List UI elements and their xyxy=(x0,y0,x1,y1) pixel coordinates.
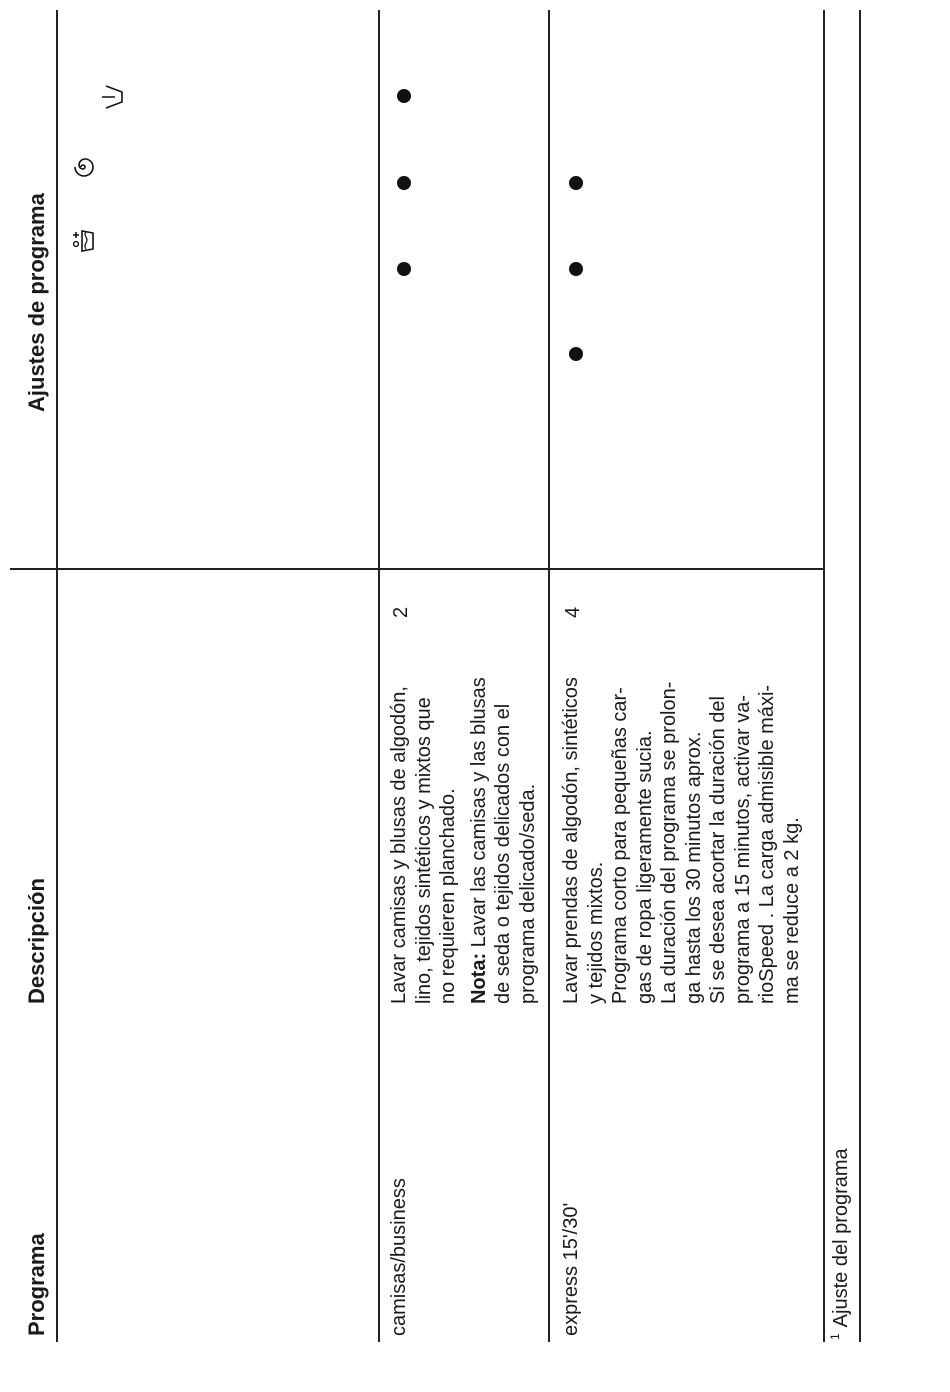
rule-col-settings xyxy=(10,568,823,570)
row-1-description xyxy=(387,677,540,1004)
setting-dot xyxy=(569,262,583,276)
row-1-note-line: programa delicado/seda. xyxy=(516,783,539,1004)
setting-dot xyxy=(569,347,583,361)
row-1-program: camisas/business xyxy=(388,1178,410,1336)
row-2-desc-line: Si se desea acortar la duración del xyxy=(707,696,729,1004)
row-1-note-line: de seda o tejidos delicados con el xyxy=(492,703,514,1004)
setting-dot xyxy=(569,176,583,190)
rinse-hold-icon xyxy=(98,82,128,112)
setting-dot xyxy=(397,89,411,103)
row-2-desc-line: ma se reduce a 2 kg. xyxy=(780,817,803,1004)
row-1-number: 2 xyxy=(390,606,412,618)
rule-settings-header xyxy=(56,10,58,570)
row-2-desc-line: programa a 15 minutos, activar va- xyxy=(731,694,754,1004)
row-1-note xyxy=(467,677,492,1004)
row-2-desc-line: gas de ropa ligeramente sucia. xyxy=(633,730,656,1004)
header-programa: Programa xyxy=(24,1233,49,1336)
row-2-number: 4 xyxy=(562,606,584,618)
program-table xyxy=(10,10,860,1342)
setting-dot xyxy=(397,262,411,276)
row-1-note-label: Nota: xyxy=(467,952,490,1004)
footnote-marker: 1 xyxy=(828,1333,842,1340)
row-1-desc-line: Lavar camisas y blusas de algodón, xyxy=(388,686,410,1004)
row-2-desc-line: La duración del programa se prolon- xyxy=(658,681,680,1004)
row-1-note-line: Lavar las camisas y las blusas xyxy=(467,677,490,953)
row-2-desc-line: Lavar prendas de algodón, sintéticos xyxy=(560,677,582,1004)
row-2-desc-line: rioSpeed . La carga admisible máxi- xyxy=(756,684,778,1004)
header-descripcion: Descripción xyxy=(24,878,49,1004)
row-1-desc-line: lino, tejidos sintéticos y mixtos que xyxy=(412,697,435,1004)
setting-dot xyxy=(397,176,411,190)
header-ajustes: Ajustes de programa xyxy=(24,193,49,412)
row-2-desc-line: ga hasta los 30 minutos aprox. xyxy=(682,731,705,1004)
rule-footnote xyxy=(823,10,825,1342)
row-2-description xyxy=(559,677,804,1004)
row-2-program: express 15'/30' xyxy=(560,1202,582,1336)
rule-row-1 xyxy=(378,10,380,1342)
row-2-desc-line: y tejidos mixtos. xyxy=(584,861,607,1004)
footnote-text: Ajuste del programa xyxy=(830,1148,852,1328)
row-2-desc-line: Programa corto para pequeñas car- xyxy=(609,687,631,1004)
stain-plus-icon xyxy=(68,226,98,256)
spin-icon xyxy=(68,152,98,182)
row-1-desc-line: no requieren planchado. xyxy=(437,788,459,1004)
footnote xyxy=(830,1148,853,1340)
rule-bottom xyxy=(859,10,861,1342)
rule-row-2 xyxy=(548,10,550,1342)
